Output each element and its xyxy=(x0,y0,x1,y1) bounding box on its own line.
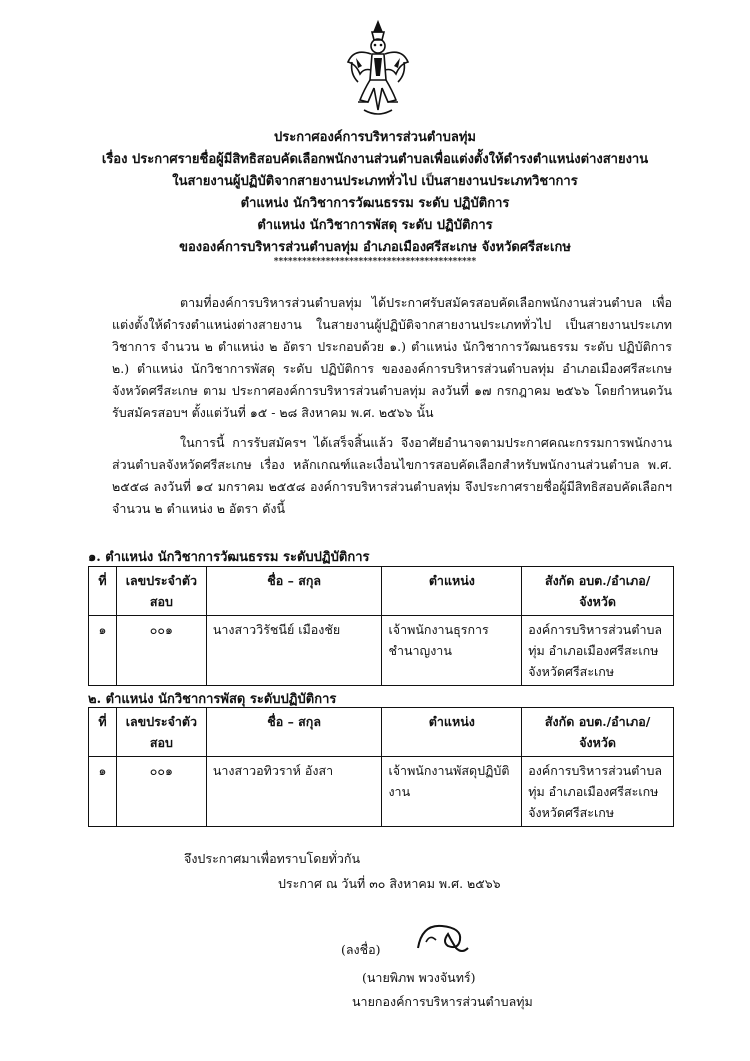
table-header-row xyxy=(89,708,674,757)
cell-position: เจ้าพนักงานพัสดุปฏิบัติงาน xyxy=(382,757,522,827)
header-no: ที่ xyxy=(89,567,117,616)
header-position: ตำแหน่ง xyxy=(382,708,522,757)
candidates-table-1 xyxy=(88,566,674,686)
separator-stars: ******************************************* xyxy=(273,257,477,267)
section-2-title: ๒. ตำแหน่ง นักวิชาการพัสดุ ระดับปฏิบัติการ xyxy=(88,692,337,707)
header-no: ที่ xyxy=(89,708,117,757)
cell-affiliation: องค์การบริหารส่วนตำบลทุ่ม อำเภอเมืองศรีสะเกษ จังหวัดศรีสะเกษ xyxy=(522,616,674,686)
candidates-table-2 xyxy=(88,707,674,827)
table-header-row xyxy=(89,567,674,616)
section-1-title: ๑. ตำแหน่ง นักวิชาการวัฒนธรรม ระดับปฏิบัติการ xyxy=(88,550,370,565)
announce-date: ประกาศ ณ วันที่ ๓๐ สิงหาคม พ.ศ. ๒๕๖๖ xyxy=(278,876,501,891)
cell-name: นางสาวอทิวราห์ อังสา xyxy=(206,757,382,827)
header-position1: ตำแหน่ง นักวิชาการวัฒนธรรม ระดับ ปฏิบัติการ xyxy=(240,196,510,211)
header-position2: ตำแหน่ง นักวิชาการพัสดุ ระดับ ปฏิบัติการ xyxy=(257,218,493,233)
paragraph-2-text: ในการนี้ การรับสมัครฯ ได้เสร็จสิ้นแล้ว จึงอาศัยอำนาจตามประกาศคณะกรรมการพนักงาน ส่วนตำบลจังหวัดศรีสะเกษ เรื่อง หลักเกณฑ์และเงื่อนไขการสอบคัดเลือกสำหรับพนักงานส่วนตำบล พ.ศ. ๒๕๕๘ ลงวันที่ ๑๔ มกราคม ๒๕๕๘ องค์การบริหารส่วนตำบลทุ่ม จึงประกาศรายชื่อผู้มีสิทธิสอบคัดเลือกฯ จำนวน ๒ ตำแหน่ง ๒ อัตรา ดังนี้ xyxy=(112,435,672,516)
header-name: ชื่อ – สกุล xyxy=(206,567,382,616)
closing-text: จึงประกาศมาเพื่อทราบโดยทั่วกัน xyxy=(184,851,361,866)
garuda-emblem-icon xyxy=(344,18,412,122)
signatory-position: นายกองค์การบริหารส่วนตำบลทุ่ม xyxy=(352,994,533,1009)
cell-exam-id: ๐๐๑ xyxy=(116,757,206,827)
cell-name: นางสาววิรัชนีย์ เมืองชัย xyxy=(206,616,382,686)
cell-no: ๑ xyxy=(89,757,117,827)
cell-position: เจ้าพนักงานธุรการชำนาญงาน xyxy=(382,616,522,686)
cell-no: ๑ xyxy=(89,616,117,686)
handwritten-signature-icon xyxy=(412,918,472,960)
header-name: ชื่อ – สกุล xyxy=(206,708,382,757)
cell-exam-id: ๐๐๑ xyxy=(116,616,206,686)
header-organization: ขององค์การบริหารส่วนตำบลทุ่ม อำเภอเมืองศรีสะเกษ จังหวัดศรีสะเกษ xyxy=(179,240,571,255)
header-affiliation: สังกัด อบต./อำเภอ/จังหวัด xyxy=(522,567,674,616)
header-exam-id: เลขประจำตัวสอบ xyxy=(116,567,206,616)
header-issuer: ประกาศองค์การบริหารส่วนตำบลทุ่ม xyxy=(274,130,476,145)
header-line3: ในสายงานผู้ปฏิบัติจากสายงานประเภททั่วไป เป็นสายงานประเภทวิชาการ xyxy=(172,174,578,189)
header-exam-id: เลขประจำตัวสอบ xyxy=(116,708,206,757)
document-header xyxy=(0,127,750,259)
table-row xyxy=(89,616,674,686)
paragraph-2 xyxy=(112,432,672,520)
table-row xyxy=(89,757,674,827)
signature-label: (ลงชื่อ) xyxy=(341,942,381,957)
header-subject: เรื่อง ประกาศรายชื่อผู้มีสิทธิสอบคัดเลือกพนักงานส่วนตำบลเพื่อแต่งตั้งให้ดำรงตำแหน่งต่างสายงาน xyxy=(101,152,649,167)
paragraph-1-text: ตามที่องค์การบริหารส่วนตำบลทุ่ม ได้ประกาศรับสมัครสอบคัดเลือกพนักงานส่วนตำบล เพื่อแต่งตั้งให้ดำรงตำแหน่งต่างสายงาน ในสายงานผู้ปฏิบัติจากสายงานประเภททั่วไป เป็นสายงานประเภทวิชาการ จำนวน ๒ ตำแหน่ง ๒ อัตรา ประกอบด้วย ๑.) ตำแหน่ง นักวิชาการวัฒนธรรม ระดับ ปฏิบัติการ ๒.) ตำแหน่ง นักวิชาการพัสดุ ระดับ ปฏิบัติการ ขององค์การบริหารส่วนตำบลทุ่ม อำเภอเมืองศรีสะเกษ จังหวัดศรีสะเกษ ตาม ประกาศองค์การบริหารส่วนตำบลทุ่ม ลงวันที่ ๑๗ กรกฎาคม ๒๕๖๖ โดยกำหนดวันรับสมัครสอบฯ ตั้งแต่วันที่ ๑๕ - ๒๘ สิงหาคม พ.ศ. ๒๕๖๖ นั้น xyxy=(112,295,672,420)
signatory-name: (นายพิภพ พวงจันทร์) xyxy=(362,970,476,985)
paragraph-1 xyxy=(112,292,672,424)
header-position: ตำแหน่ง xyxy=(382,567,522,616)
cell-affiliation: องค์การบริหารส่วนตำบลทุ่ม อำเภอเมืองศรีสะเกษ จังหวัดศรีสะเกษ xyxy=(522,757,674,827)
header-affiliation: สังกัด อบต./อำเภอ/จังหวัด xyxy=(522,708,674,757)
